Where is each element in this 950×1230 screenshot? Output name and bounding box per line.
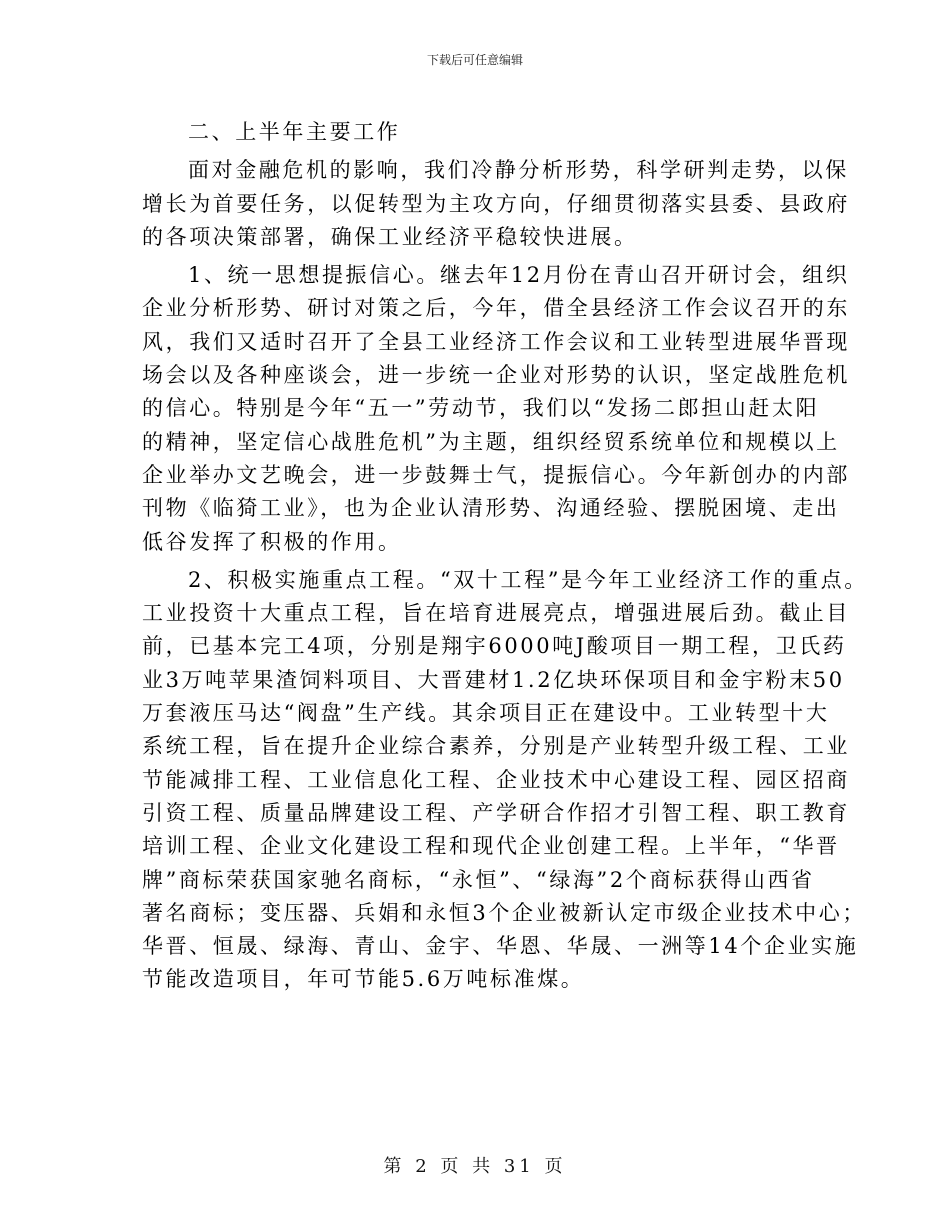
text-line: 前，已基本完工4项，分别是翔宇6000吨J酸项目一期工程，卫氏药: [142, 634, 847, 659]
text-line: 2、积极实施重点工程。“双十工程”是今年工业经济工作的重点。: [188, 567, 868, 592]
text-line: 刊物《临猗工业》，也为企业认清形势、沟通经验、摆脱困境、走出: [142, 496, 840, 521]
text-line: 面对金融危机的影响，我们冷静分析形势，科学研判走势，以保: [188, 158, 849, 183]
text-line: 节能改造项目，年可节能5.6万吨标准煤。: [142, 967, 585, 992]
text-line: 场会以及各种座谈会，进一步统一企业对形势的认识，坚定战胜危机: [142, 363, 850, 388]
text-line: 低谷发挥了积极的作用。: [142, 529, 402, 554]
text-line: 企业举办文艺晚会，进一步鼓舞士气，提振信心。今年新创办的内部: [142, 462, 850, 487]
text-line: 风，我们又适时召开了全县工业经济工作会议和工业转型进展华晋现: [142, 329, 850, 354]
text-line: 培训工程、企业文化建设工程和现代企业创建工程。上半年，“华晋: [142, 834, 840, 859]
text-line: 业3万吨苹果渣饲料项目、大晋建材1.2亿块环保项目和金宇粉末50: [142, 667, 845, 692]
text-line: 牌”商标荣获国家驰名商标，“永恒”、“绿海”2个商标获得山西省: [142, 867, 815, 892]
text-line: 万套液压马达“阀盘”生产线。其余项目正在建设中。工业转型十大: [142, 701, 830, 726]
text-line: 增长为首要任务，以促转型为主攻方向，仔细贯彻落实县委、县政府: [142, 191, 850, 216]
document-body: [142, 116, 868, 997]
text-line: 的精神，坚定信心战胜危机”为主题，组织经贸系统单位和规模以上: [142, 429, 840, 454]
page-footer: 第 2 页 共 31 页: [383, 1156, 567, 1177]
text-line: 引资工程、质量品牌建设工程、产学研合作招才引智工程、职工教育: [142, 800, 850, 825]
text-line: 的信心。特别是今年“五一”劳动节，我们以“发扬二郎担山赶太阳: [142, 396, 820, 421]
text-line: 二、上半年主要工作: [188, 120, 401, 144]
text-line: 的各项决策部署，确保工业经济平稳较快进展。: [142, 224, 638, 249]
text-line: 著名商标；变压器、兵娟和永恒3个企业被新认定市级企业技术中心；: [142, 900, 866, 925]
text-line: 1、统一思想提振信心。继去年12月份在青山召开研讨会，组织: [188, 263, 850, 288]
text-line: 系统工程，旨在提升企业综合素养，分别是产业转型升级工程、工业: [142, 734, 850, 759]
text-line: 工业投资十大重点工程，旨在培育进展亮点，增强进展后劲。截止目: [142, 601, 850, 626]
text-line: 华晋、恒晟、绿海、青山、金宇、华恩、华晟、一洲等14个企业实施: [142, 934, 859, 959]
page-header: 下载后可任意编辑: [426, 53, 523, 67]
text-line: 节能减排工程、工业信息化工程、企业技术中心建设工程、园区招商: [142, 767, 850, 792]
text-line: 企业分析形势、研讨对策之后，今年，借全县经济工作会议召开的东: [142, 296, 850, 321]
